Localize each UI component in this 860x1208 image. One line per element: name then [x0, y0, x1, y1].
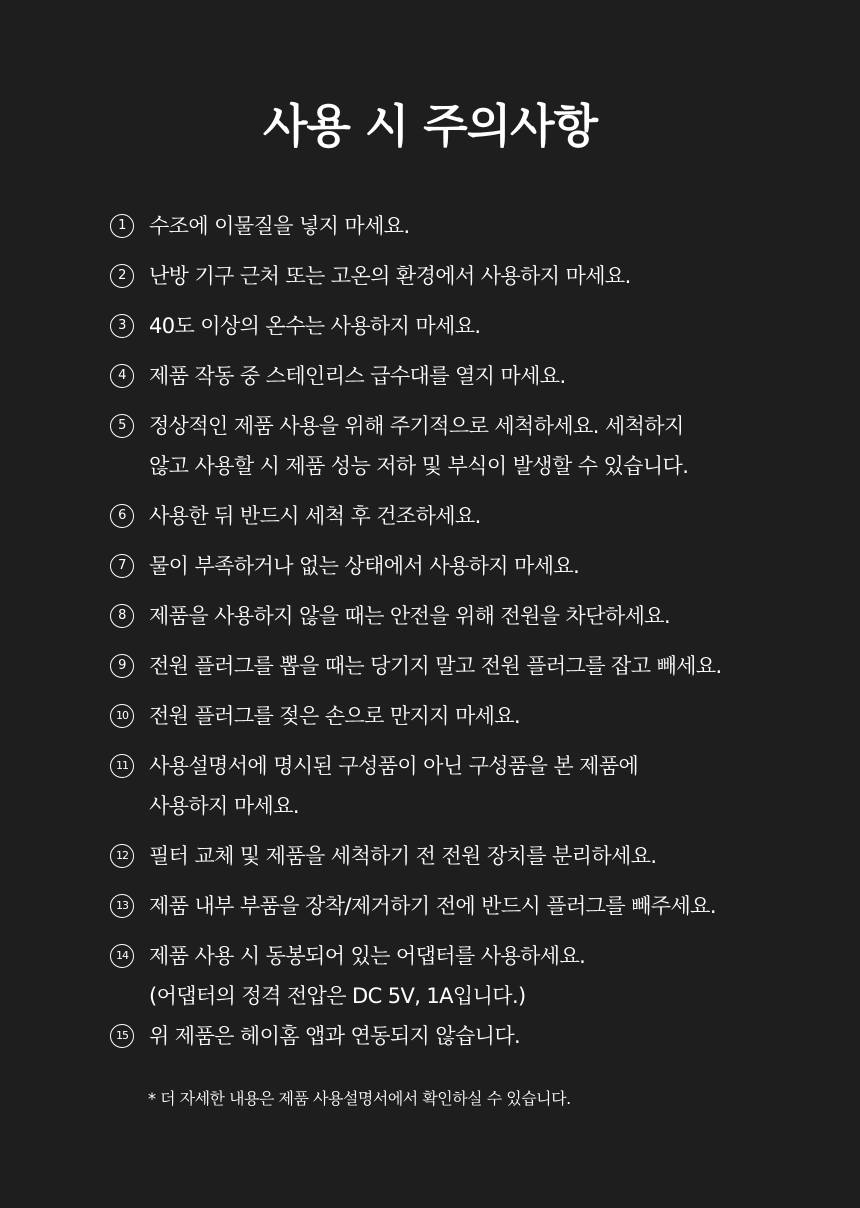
- item-text: [149, 696, 830, 736]
- list-item: [110, 306, 830, 346]
- item-number-badge: 9: [110, 654, 134, 678]
- item-number-badge: 12: [110, 844, 134, 868]
- item-line: 물이 부족하거나 없는 상태에서 사용하지 마세요.: [149, 554, 580, 578]
- item-text: [149, 256, 830, 296]
- item-text: [149, 886, 830, 926]
- item-number-badge: 15: [110, 1024, 134, 1048]
- item-line: 제품 작동 중 스테인리스 급수대를 열지 마세요.: [149, 364, 566, 388]
- item-line: 사용한 뒤 반드시 세척 후 건조하세요.: [149, 504, 481, 528]
- item-text: [149, 936, 830, 1016]
- list-item: [110, 596, 830, 636]
- item-line: 위 제품은 헤이홈 앱과 연동되지 않습니다.: [149, 1024, 521, 1048]
- page-title: 사용 시 주의사항: [262, 99, 598, 153]
- list-item: [110, 256, 830, 296]
- item-number-badge: 10: [110, 704, 134, 728]
- footnote: * 더 자세한 내용은 제품 사용설명서에서 확인하실 수 있습니다.: [148, 1089, 571, 1108]
- item-text: [149, 406, 830, 486]
- item-text: [149, 496, 830, 536]
- item-text: [149, 306, 830, 346]
- item-text: [149, 206, 830, 246]
- list-item: [110, 836, 830, 876]
- item-line: 사용설명서에 명시된 구성품이 아닌 구성품을 본 제품에: [149, 754, 639, 778]
- item-number-badge: 1: [110, 214, 134, 238]
- list-item: [110, 546, 830, 586]
- item-text: [149, 356, 830, 396]
- item-line: 정상적인 제품 사용을 위해 주기적으로 세척하세요. 세척하지: [149, 414, 684, 438]
- list-item: [110, 696, 830, 736]
- caution-list: [110, 206, 830, 1066]
- list-item: [110, 1016, 830, 1056]
- item-line: 전원 플러그를 젖은 손으로 만지지 마세요.: [149, 704, 521, 728]
- item-line: (어댑터의 정격 전압은 DC 5V, 1A입니다.): [149, 984, 526, 1008]
- list-item: [110, 746, 830, 826]
- item-line: 40도 이상의 온수는 사용하지 마세요.: [149, 314, 481, 338]
- item-line: 전원 플러그를 뽑을 때는 당기지 말고 전원 플러그를 잡고 빼세요.: [149, 654, 722, 678]
- list-item: [110, 356, 830, 396]
- item-text: [149, 596, 830, 636]
- item-line: 필터 교체 및 제품을 세척하기 전 전원 장치를 분리하세요.: [149, 844, 657, 868]
- item-number-badge: 3: [110, 314, 134, 338]
- item-number-badge: 2: [110, 264, 134, 288]
- item-line: 제품 사용 시 동봉되어 있는 어댑터를 사용하세요.: [149, 944, 586, 968]
- item-line: 제품을 사용하지 않을 때는 안전을 위해 전원을 차단하세요.: [149, 604, 671, 628]
- item-number-badge: 11: [110, 754, 134, 778]
- item-number-badge: 6: [110, 504, 134, 528]
- list-item: [110, 406, 830, 486]
- list-item: [110, 496, 830, 536]
- list-item: [110, 936, 830, 1016]
- item-line: 난방 기구 근처 또는 고온의 환경에서 사용하지 마세요.: [149, 264, 631, 288]
- item-line: 수조에 이물질을 넣지 마세요.: [149, 214, 410, 238]
- item-line: 않고 사용할 시 제품 성능 저하 및 부식이 발생할 수 있습니다.: [149, 454, 689, 478]
- item-number-badge: 7: [110, 554, 134, 578]
- item-text: [149, 546, 830, 586]
- list-item: [110, 206, 830, 246]
- item-number-badge: 4: [110, 364, 134, 388]
- item-line: 사용하지 마세요.: [149, 794, 299, 818]
- list-item: [110, 886, 830, 926]
- item-number-badge: 5: [110, 414, 134, 438]
- item-line: 제품 내부 부품을 장착/제거하기 전에 반드시 플러그를 빼주세요.: [149, 894, 716, 918]
- item-number-badge: 8: [110, 604, 134, 628]
- item-text: [149, 836, 830, 876]
- item-text: [149, 1016, 830, 1056]
- item-number-badge: 14: [110, 944, 134, 968]
- item-text: [149, 746, 830, 826]
- item-text: [149, 646, 830, 686]
- list-item: [110, 646, 830, 686]
- item-number-badge: 13: [110, 894, 134, 918]
